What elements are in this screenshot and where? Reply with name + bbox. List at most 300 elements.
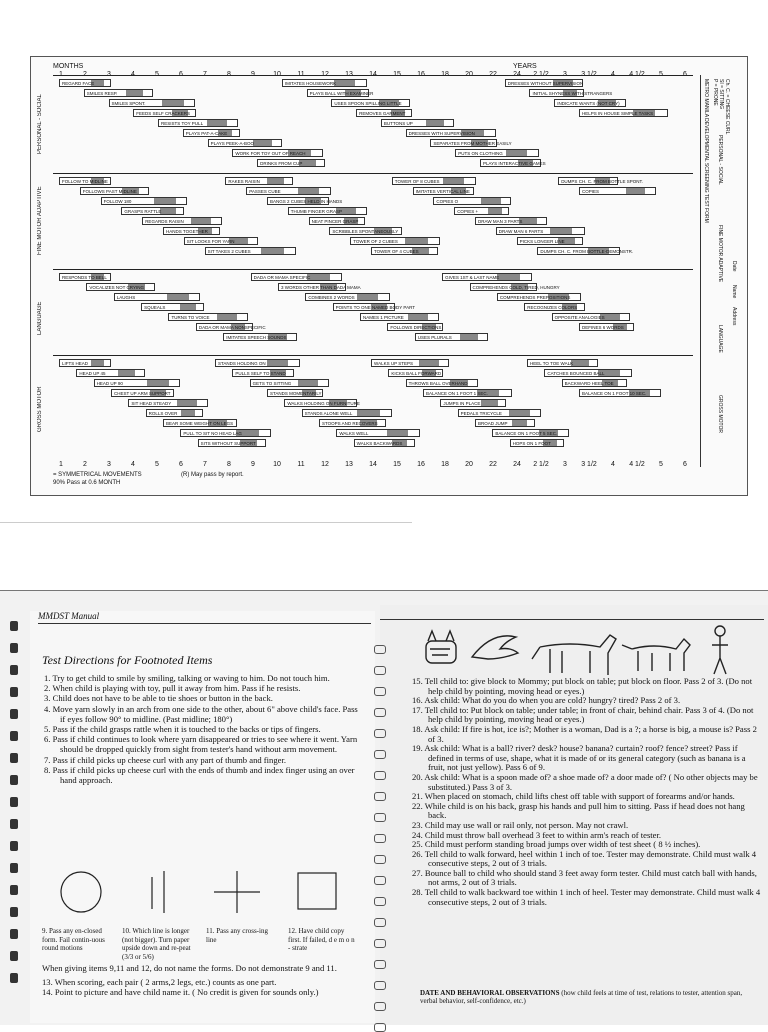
sector-label-gm: GROSS MOTOR bbox=[37, 386, 43, 432]
chart-item-label: BROAD JUMP bbox=[478, 421, 508, 426]
chart-item-ps bbox=[232, 149, 323, 157]
scale-tick: 2 bbox=[83, 461, 87, 468]
chart-item-label: STANDS MOMENTARILY bbox=[270, 391, 322, 396]
pass-range-shade bbox=[207, 120, 227, 126]
chart-item-fm bbox=[537, 247, 634, 255]
chart-item-ps bbox=[554, 99, 626, 107]
chart-item-label: HELPS IN HOUSE SIMPLE TASKS bbox=[582, 111, 654, 116]
person-icon bbox=[712, 626, 728, 674]
chart-item-fm bbox=[246, 187, 331, 195]
cat-icon bbox=[426, 631, 456, 663]
pass-range-shade bbox=[217, 314, 237, 320]
directions-list-left bbox=[44, 673, 362, 785]
chart-item-ps bbox=[183, 129, 240, 137]
chart-item-label: DRAW MAN 3 PARTS bbox=[478, 219, 523, 224]
chart-item-label: STANDS HOLDING ON bbox=[218, 361, 266, 366]
chart-item-label: SMILES SPONT. bbox=[111, 101, 146, 106]
chart-item-label: GETS TO SITTING bbox=[252, 381, 292, 386]
direction-item: 17. Tell child to: Put block on table; under table; in front of chair, behind chair. Pass 3 of 4. (Do not help child by pointing, moving head or eyes.) bbox=[412, 704, 754, 725]
chart-item-gm bbox=[198, 439, 266, 447]
page-divider bbox=[0, 522, 412, 523]
scale-tick: 16 bbox=[417, 461, 425, 468]
note-picture: 14. Point to picture and have child name it. ( No credit is given for sounds only.) bbox=[42, 987, 319, 998]
chart-item-lang bbox=[579, 323, 634, 331]
form-side-panel bbox=[700, 75, 741, 467]
chart-item-gm bbox=[562, 379, 627, 387]
chart-item-ps bbox=[133, 109, 196, 117]
chart-item-label: TOWER OF 2 CUBES bbox=[353, 239, 398, 244]
pass-range-shade bbox=[443, 178, 464, 184]
direction-item: 15. Tell child to: give block to Mommy; put block on table; put block on floor. Pass 2 of 3. (Do not help child by pointing, moving head or eyes.) bbox=[412, 676, 753, 696]
scale-tick: 20 bbox=[465, 461, 473, 468]
caption-12: 12. Have child copy first. If failed, d e m o n - strate bbox=[288, 927, 355, 952]
direction-item: 16. Ask child: What do you do when you are cold? hungry? tired? Pass 2 of 3. bbox=[412, 695, 681, 706]
direction-item: 8. Pass if child picks up cheese curl with the ends of thumb and index finger using an over hand approach. bbox=[44, 764, 355, 786]
chart-item-label: SCRIBBLES SPONTANEOUSLY bbox=[332, 229, 399, 234]
chart-item-label: DRINKS FROM CUP bbox=[260, 161, 303, 166]
chart-item-label: USES SPOON SPILLING LITTLE bbox=[334, 101, 402, 106]
pass-range-shade bbox=[167, 294, 189, 300]
chart-item-label: GRASPS RATTLE bbox=[124, 209, 162, 214]
chart-legend bbox=[53, 471, 142, 487]
scale-tick: 5 bbox=[155, 71, 159, 78]
chart-item-label: DUMPS CH. C. FROM BOTTLE-DEMONSTR. bbox=[540, 249, 634, 254]
bird-icon bbox=[472, 636, 518, 659]
chart-item-ps bbox=[158, 119, 238, 127]
pass-range-shade bbox=[191, 218, 211, 224]
chart-item-label: DADA OR MAMA NONSPECIFIC bbox=[198, 325, 266, 330]
spiral-binding bbox=[374, 645, 384, 1015]
scale-tick: 8 bbox=[227, 461, 231, 468]
chart-item-label: IMITATES SPEECH SOUNDS bbox=[226, 335, 287, 340]
note-scoring: 13. When scoring, each pair ( 2 arms,2 legs, etc.) counts as one part. bbox=[42, 977, 277, 988]
sector-right-gm: GROSS MOTOR bbox=[717, 395, 723, 433]
pass-range-shade bbox=[509, 410, 530, 416]
chart-item-gm bbox=[440, 399, 506, 407]
chart-item-label: FOLLOWS DIRECTIONS bbox=[390, 325, 442, 330]
pass-range-shade bbox=[426, 120, 444, 126]
direction-item: 4. Move yarn slowly in an arch from one side to the other, about 6" above child's face. Pass if eyes follow 90° to midline. (Past midline; 180°) bbox=[44, 703, 358, 724]
caption-11: 11. Pass any cross-ing line bbox=[206, 927, 268, 944]
chart-item-fm bbox=[184, 237, 258, 245]
chart-item-lang bbox=[305, 293, 390, 301]
chart-item-label: FOLLOWS PAST MIDLINE bbox=[82, 189, 137, 194]
pass-range-shade bbox=[261, 248, 284, 254]
pass-range-shade bbox=[118, 370, 135, 376]
chart-item-label: VOCALIZES NOT CRYING bbox=[89, 285, 144, 290]
scale-tick: 13 bbox=[345, 461, 353, 468]
direction-item: 28. Tell child to walk backward toe within 1 inch of heel. Tester may demonstrate. Child must walk 4 consecutive steps, 2 out of 3 trials. bbox=[412, 887, 761, 907]
chart-item-fm bbox=[558, 177, 643, 185]
chart-item-fm bbox=[392, 177, 476, 185]
sector-right-fm: FINE MOTOR ADAPTIVE bbox=[717, 225, 723, 283]
chart-item-lang bbox=[552, 313, 630, 321]
direction-item: 26. Tell child to walk forward, heel within 1 inch of toe. Tester may demonstrate. Child must walk 4 consecutive steps, 2 out of 3 trials. bbox=[412, 848, 757, 869]
pass-range-shade bbox=[181, 410, 195, 416]
chart-item-ps bbox=[109, 99, 195, 107]
scale-tick: 8 bbox=[227, 71, 231, 78]
pass-range-shade bbox=[357, 294, 378, 300]
direction-item: 21. When placed on stomach, child lifts chest off table with support of forearms and/or hands. bbox=[412, 791, 735, 802]
scale-tick: 12 bbox=[321, 71, 329, 78]
chart-item-gm bbox=[319, 419, 386, 427]
scale-tick: 15 bbox=[393, 461, 401, 468]
chart-item-label: SITS WITHOUT SUPPORT bbox=[200, 441, 256, 446]
chart-item-ps bbox=[208, 139, 282, 147]
scale-tick: 11 bbox=[297, 71, 305, 78]
chart-item-label: COMBINES 2 WORDS bbox=[308, 295, 355, 300]
chart-item-fm bbox=[496, 227, 585, 235]
pass-range-shade bbox=[91, 360, 104, 366]
screening-chart bbox=[30, 56, 748, 496]
pass-range-shade bbox=[387, 430, 408, 436]
chart-item-label: PLAYS INTERACTIVE GAMES bbox=[482, 161, 546, 166]
scale-tick: 4 bbox=[611, 461, 615, 468]
picture-cards-illustration bbox=[420, 619, 750, 679]
chart-item-fm bbox=[329, 227, 402, 235]
chart-item-lang bbox=[333, 303, 416, 311]
chart-item-gm bbox=[76, 369, 145, 377]
scale-tick: 3 1/2 bbox=[581, 71, 597, 78]
chart-item-lang bbox=[442, 273, 532, 281]
chart-item-gm bbox=[284, 399, 360, 407]
scale-tick: 6 bbox=[179, 71, 183, 78]
chart-item-gm bbox=[267, 389, 323, 397]
direction-item: 19. Ask child: What is a ball? river? desk? house? banana? curtain? roof? fence? street? Pass if defined in terms of use, shape, what it is made of or its general category (such as banana is a fruit, not just yellow). Pass 6 of 9. bbox=[412, 743, 746, 773]
chart-item-fm bbox=[101, 197, 187, 205]
manual-right-page bbox=[380, 605, 768, 1025]
pass-range-shade bbox=[334, 80, 355, 86]
chart-item-ps bbox=[84, 89, 153, 97]
scale-tick: 24 bbox=[513, 71, 521, 78]
scale-tick: 12 bbox=[321, 461, 329, 468]
chart-item-fm bbox=[579, 187, 656, 195]
chart-item-label: DRESSES WITHOUT SUPERVISION bbox=[507, 81, 584, 86]
chart-item-label: PLAYS PEEK-A-BOO bbox=[210, 141, 254, 146]
months-label: MONTHS bbox=[53, 63, 84, 70]
scale-tick: 5 bbox=[659, 461, 663, 468]
scale-tick: 4 bbox=[131, 71, 135, 78]
left-page-notes bbox=[42, 963, 362, 998]
chart-item-label: RESPONDS TO BELL bbox=[62, 275, 107, 280]
chart-item-label: HANDS TOGETHER bbox=[166, 229, 208, 234]
chart-item-label: THUMB FINGER GRASP bbox=[290, 209, 343, 214]
pass-range-shade bbox=[267, 360, 288, 366]
chart-item-gm bbox=[458, 409, 541, 417]
chart-item-label: COPIES + bbox=[457, 209, 479, 214]
chart-item-gm bbox=[423, 389, 512, 397]
chart-item-lang bbox=[387, 323, 443, 331]
chart-item-lang bbox=[86, 283, 155, 291]
legend-prone: P = PRONE bbox=[712, 79, 718, 106]
chart-item-label: RAKES RAISIN bbox=[228, 179, 260, 184]
chart-item-label: HOPS ON 1 FOOT bbox=[512, 441, 551, 446]
chart-item-gm bbox=[371, 359, 449, 367]
scale-tick: 4 1/2 bbox=[629, 71, 645, 78]
pass-range-shade bbox=[147, 380, 169, 386]
form-title: METRO MANILA DEVELOPMENTAL SCREENING TEST FORM bbox=[703, 79, 709, 223]
chart-item-label: WALKS BACKWARDS bbox=[356, 441, 403, 446]
caption-9: 9. Pass any en-closed form. Fail contin-uous round motions bbox=[42, 927, 105, 952]
sector-label-lang: LANGUAGE bbox=[37, 301, 43, 335]
circle-figure bbox=[58, 869, 104, 915]
scale-tick: 6 bbox=[683, 461, 687, 468]
chart-item-label: DADA OR MAMA SPECIFIC bbox=[253, 275, 311, 280]
chart-item-fm bbox=[371, 247, 438, 255]
direction-item: 2. When child is playing with toy, pull it away from him. Pass if he resists. bbox=[44, 683, 301, 694]
pass-range-shade bbox=[162, 100, 184, 106]
scale-tick: 3 1/2 bbox=[581, 461, 597, 468]
chart-item-lang bbox=[223, 333, 297, 341]
scale-tick: 3 bbox=[563, 71, 567, 78]
sector-right-lang: LANGUAGE bbox=[717, 325, 723, 353]
chart-item-label: SIT HEAD STEADY bbox=[131, 401, 172, 406]
manual-title: Test Directions for Footnoted Items bbox=[42, 653, 213, 667]
legend-cheese: Ch. C. = CHEESE CURL bbox=[724, 79, 730, 135]
dog-icon bbox=[622, 639, 690, 671]
chart-item-label: USES PLURALS bbox=[417, 335, 452, 340]
cross-figure bbox=[212, 869, 262, 915]
chart-item-label: NAMES 1 PICTURE bbox=[363, 315, 404, 320]
scale-tick: 4 bbox=[611, 71, 615, 78]
direction-item: 7. Pass if child picks up cheese curl with any part of thumb and finger. bbox=[44, 754, 287, 765]
chart-item-gm bbox=[492, 429, 569, 437]
chart-item-label: PLAYS BALL WITH EXAMINER bbox=[309, 91, 374, 96]
manual-left-page bbox=[30, 611, 375, 1023]
chart-item-label: HEAD UP 45 bbox=[79, 371, 106, 376]
scale-tick: 7 bbox=[203, 71, 207, 78]
chart-item-label: PUTS ON CLOTHING bbox=[458, 151, 503, 156]
scale-tick: 1 bbox=[59, 71, 63, 78]
pass-range-shade bbox=[481, 198, 501, 204]
scale-tick: 13 bbox=[345, 71, 353, 78]
scale-tick: 24 bbox=[513, 461, 521, 468]
chart-item-ps bbox=[282, 79, 367, 87]
chart-item-label: PEDALS TRICYCLE bbox=[460, 411, 502, 416]
chart-item-label: LIFTS HEAD bbox=[62, 361, 89, 366]
chart-item-label: TOWER OF 4 CUBES bbox=[374, 249, 419, 254]
scale-tick: 2 bbox=[83, 71, 87, 78]
scale-tick: 6 bbox=[179, 461, 183, 468]
chart-item-label: INITIAL SHYNESS WITH STRANGERS bbox=[532, 91, 613, 96]
chart-item-gm bbox=[232, 369, 294, 377]
pass-range-shade bbox=[488, 208, 502, 214]
sector-label-fm: FINE MOTOR ADAPTIVE bbox=[37, 186, 43, 256]
pass-range-shade bbox=[160, 208, 176, 214]
chart-item-gm bbox=[302, 409, 392, 417]
chart-item-label: REGARD FACE bbox=[62, 81, 95, 86]
chart-item-lang bbox=[415, 333, 488, 341]
chart-item-ps bbox=[529, 89, 613, 97]
direction-item: 27. Bounce ball to child who should stand 3 feet away form tester. Child must catch ball with hands, not arms, 2 out of 3 trials. bbox=[412, 867, 757, 888]
pass-range-shade bbox=[419, 360, 439, 366]
chart-item-label: COPIES bbox=[582, 189, 600, 194]
chart-item-lang bbox=[59, 273, 111, 281]
chart-item-label: SMILES RESP. bbox=[86, 91, 118, 96]
chart-item-lang bbox=[278, 283, 361, 291]
scale-tick: 10 bbox=[273, 461, 281, 468]
chart-item-label: DRESSES WITH SUPERVISION bbox=[408, 131, 475, 136]
scale-tick: 14 bbox=[369, 461, 377, 468]
binder-rings bbox=[8, 621, 22, 1001]
chart-item-label: PICKS LONGER LINE bbox=[519, 239, 565, 244]
chart-item-label: TOWER OF 8 CUBES bbox=[394, 179, 440, 184]
chart-item-gm bbox=[579, 389, 661, 397]
chart-item-fm bbox=[288, 207, 367, 215]
chart-item-lang bbox=[470, 283, 560, 291]
chart-item-label: IMITATES HOUSEWORK bbox=[284, 81, 337, 86]
pass-range-shade bbox=[298, 380, 318, 386]
chart-item-fm bbox=[80, 187, 149, 195]
chart-item-label: COMPREHENDS COLD, TIRED, HUNGRY bbox=[472, 285, 560, 290]
direction-item: 22. While child is on his back, grasp his hands and pull him to sitting. Pass if head does not hang back. bbox=[412, 800, 745, 821]
chart-item-ps bbox=[331, 99, 410, 107]
chart-item-label: JUMPS IN PLACE bbox=[443, 401, 481, 406]
chart-item-fm bbox=[59, 177, 111, 185]
chart-item-fm bbox=[413, 187, 474, 195]
date-label: Date bbox=[731, 261, 737, 272]
chart-item-label: SEPARATES FROM MOTHER EASILY bbox=[433, 141, 512, 146]
scale-tick: 9 bbox=[251, 461, 255, 468]
chart-item-label: BALANCE ON 1 FOOT 5 SEC. bbox=[495, 431, 558, 436]
scale-tick: 15 bbox=[393, 71, 401, 78]
chart-item-lang bbox=[196, 323, 266, 331]
chart-item-fm bbox=[433, 197, 511, 205]
direction-item: 5. Pass if the child grasps rattle when it is touched to the backs or tips of fingers. bbox=[44, 724, 321, 735]
scale-tick: 10 bbox=[273, 71, 281, 78]
name-label: Name bbox=[731, 285, 737, 299]
chart-item-label: BANGS 2 CUBES HELD IN HANDS bbox=[270, 199, 343, 204]
direction-item: 20. Ask child: What is a spoon made of? a shoe made of? a door made of? ( No other objects may be substituted.) Pass 3 of 3. bbox=[412, 771, 758, 792]
direction-item: 24. Child must throw ball overhead 3 feet to within arm's reach of tester. bbox=[412, 829, 662, 840]
chart-item-fm bbox=[309, 217, 365, 225]
chart-item-label: HEAD UP 90 bbox=[96, 381, 123, 386]
scale-tick: 1 bbox=[59, 461, 63, 468]
years-label: YEARS bbox=[513, 63, 537, 70]
pass-range-shade bbox=[481, 400, 498, 406]
legend-sitting: SI = SITTING bbox=[718, 79, 724, 110]
pass-range-shade bbox=[307, 274, 330, 280]
chart-grid bbox=[37, 63, 693, 468]
chart-item-label: GIVES 1ST & LAST NAME bbox=[445, 275, 500, 280]
bottom-age-scale bbox=[53, 461, 693, 471]
scale-tick: 22 bbox=[489, 461, 497, 468]
chart-item-label: IMITATES VERTICAL LINE bbox=[415, 189, 470, 194]
pass-range-shade bbox=[177, 400, 197, 406]
chart-item-label: RECOGNIZES COLORS bbox=[527, 305, 578, 310]
chart-item-label: WALKS WELL bbox=[339, 431, 369, 436]
pass-range-shade bbox=[253, 140, 272, 146]
chart-item-label: CHEST UP ARM SUPPORT bbox=[114, 391, 171, 396]
chart-item-gm bbox=[510, 439, 564, 447]
direction-item: 18. Ask child: If fire is hot, ice is?; Mother is a woman, Dad is a ?; a horse is big, a mouse is? Pass 2 of 3. bbox=[412, 723, 757, 744]
chart-item-gm bbox=[59, 359, 111, 367]
chart-item-label: HEEL TO TOE WALK bbox=[530, 361, 574, 366]
legend-symmetric: = SYMMETRICAL MOVEMENTS bbox=[53, 472, 142, 478]
pass-range-shade bbox=[512, 420, 527, 426]
chart-item-label: NEAT PINCER GRASP bbox=[311, 219, 359, 224]
chart-item-label: REMOVES GARMENT bbox=[359, 111, 406, 116]
chart-item-fm bbox=[475, 217, 547, 225]
chart-item-gm bbox=[544, 369, 632, 377]
chart-item-gm bbox=[336, 429, 420, 437]
chart-item-gm bbox=[388, 369, 443, 377]
chart-item-label: PULL TO SIT NO HEAD LAG bbox=[183, 431, 242, 436]
manual-header: MMDST Manual bbox=[38, 611, 100, 621]
chart-item-fm bbox=[267, 197, 343, 205]
chart-item-gm bbox=[146, 409, 203, 417]
chart-item-label: FEEDS SELF CRACKERS bbox=[136, 111, 191, 116]
chart-item-label: DRAW MAN 6 PARTS bbox=[498, 229, 544, 234]
chart-item-ps bbox=[406, 129, 496, 137]
chart-item-label: OPPOSITE ANALOGIES bbox=[554, 315, 605, 320]
chart-item-ps bbox=[307, 89, 374, 97]
scale-tick: 4 1/2 bbox=[629, 461, 645, 468]
chart-item-fm bbox=[350, 237, 440, 245]
sector-right-ps: PERSONAL - SOCIAL bbox=[717, 135, 723, 185]
chart-item-lang bbox=[251, 273, 342, 281]
observations-title: DATE AND BEHAVIORAL OBSERVATIONS bbox=[420, 989, 560, 997]
chart-item-label: PULLS SELF TO STAND bbox=[235, 371, 286, 376]
chart-item-gm bbox=[354, 439, 415, 447]
chart-item-gm bbox=[475, 419, 535, 427]
pass-range-shade bbox=[571, 360, 589, 366]
chart-item-ps bbox=[480, 159, 546, 167]
chart-item-label: WALKS UP STEPS bbox=[374, 361, 414, 366]
scale-tick: 14 bbox=[369, 71, 377, 78]
scale-tick: 5 bbox=[659, 71, 663, 78]
chart-item-fm bbox=[225, 177, 293, 185]
chart-item-label: POINTS TO ONE NAMED BODY PART bbox=[335, 305, 416, 310]
chart-item-label: KICKS BALL FORWARD bbox=[391, 371, 442, 376]
chart-item-label: LAUGHS bbox=[116, 295, 136, 300]
pass-range-shade bbox=[126, 90, 143, 96]
chart-item-label: CATCHES BOUNCED BALL bbox=[547, 371, 605, 376]
chart-item-gm bbox=[250, 379, 329, 387]
chart-item-ps bbox=[356, 109, 412, 117]
chart-item-lang bbox=[141, 303, 204, 311]
pass-range-shade bbox=[405, 238, 428, 244]
scale-tick: 11 bbox=[297, 461, 305, 468]
legend-pass: 90% Pass at 0.6 MONTH bbox=[53, 480, 121, 486]
header-rule bbox=[38, 623, 371, 624]
chart-item-lang bbox=[497, 293, 581, 301]
horse-icon bbox=[532, 635, 616, 675]
chart-item-label: THROWS BALL OVERHAND bbox=[408, 381, 468, 386]
chart-item-ps bbox=[430, 139, 512, 147]
chart-item-label: PLAYS PAT-A-CAKE bbox=[185, 131, 228, 136]
pass-range-shade bbox=[506, 150, 527, 156]
address-label: Address bbox=[731, 307, 737, 326]
chart-item-label: PASSES CUBE bbox=[249, 189, 281, 194]
scale-tick: 4 bbox=[131, 461, 135, 468]
chart-item-label: SIT LOOKS FOR YARN bbox=[186, 239, 235, 244]
chart-item-fm bbox=[142, 217, 222, 225]
scale-tick: 7 bbox=[203, 461, 207, 468]
chart-item-label: 3 WORDS OTHER THAN DADA MAMA bbox=[280, 285, 361, 290]
chart-item-lang bbox=[168, 313, 248, 321]
chart-item-ps bbox=[381, 119, 454, 127]
top-age-scale bbox=[53, 71, 693, 81]
chart-item-label: FOLLOW TO MIDLINE bbox=[62, 179, 108, 184]
caption-10: 10. Which line is longer (not bigger). Turn paper upside down and re-peat (3/3 or 5/6) bbox=[122, 927, 191, 961]
chart-item-label: DEFINES 6 WORDS bbox=[582, 325, 624, 330]
scale-tick: 22 bbox=[489, 71, 497, 78]
chart-item-gm bbox=[163, 419, 237, 427]
scale-tick: 6 bbox=[683, 71, 687, 78]
chart-item-label: SQUEALS bbox=[144, 305, 166, 310]
test-figures bbox=[40, 865, 360, 921]
